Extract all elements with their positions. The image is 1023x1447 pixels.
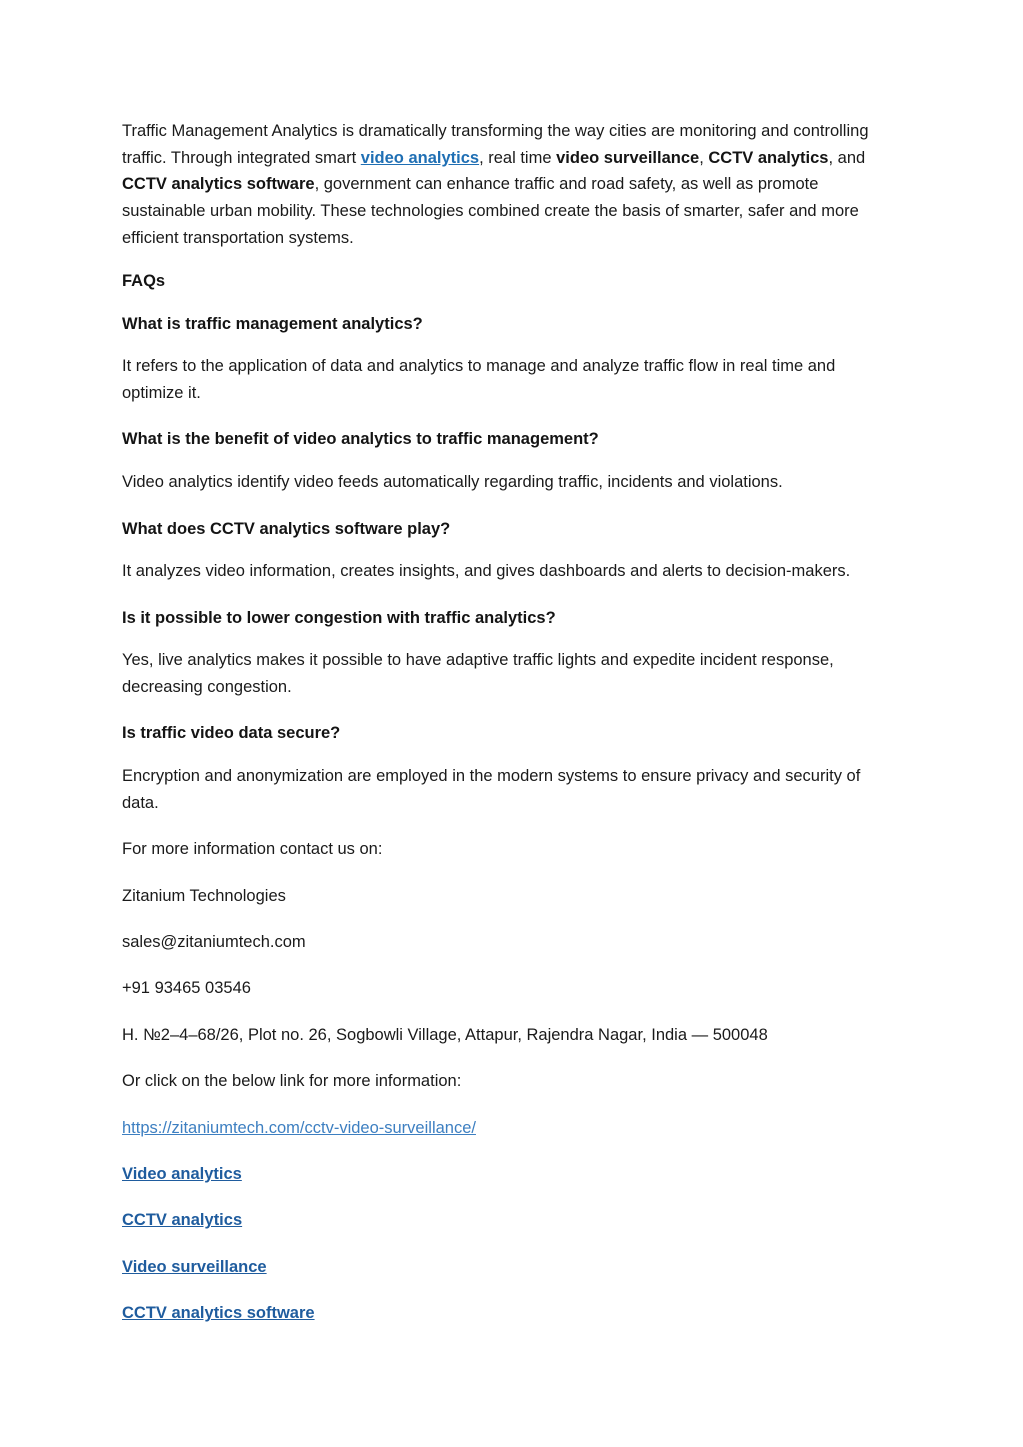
intro-bold-1: video surveillance xyxy=(556,148,700,167)
intro-bold-3: CCTV analytics software xyxy=(122,175,315,194)
link-intro: Or click on the below link for more information: xyxy=(122,1072,462,1091)
intro-text-5: , government can enhance traffic and road safety, as well as promote sustainable urban mobility. These technologies combined create the basis of smarter, safer and more efficient transportation systems. xyxy=(122,175,859,247)
contact-address: H. №2–4–68/26, Plot no. 26, Sogbowli Village, Attapur, Rajendra Nagar, India — 500048 xyxy=(122,1025,768,1044)
faq-answer-4: Yes, live analytics makes it possible to have adaptive traffic lights and expedite incident response, decreasing congestion. xyxy=(122,651,834,696)
video-analytics-inline-link[interactable]: video analytics xyxy=(360,148,480,167)
intro-paragraph xyxy=(122,118,901,252)
main-url-row xyxy=(122,1115,901,1141)
link-row-cctv-analytics-software xyxy=(122,1300,901,1326)
link-row-video-surveillance xyxy=(122,1254,901,1280)
faq-answer-5: Encryption and anonymization are employed in the modern systems to ensure privacy and security of data. xyxy=(122,766,861,812)
faqs-heading: FAQs xyxy=(122,271,166,290)
contact-phone: +91 93465 03546 xyxy=(122,979,251,998)
link-video-surveillance[interactable]: Video surveillance xyxy=(122,1257,267,1276)
faq-question-4: Is it possible to lower congestion with traffic analytics? xyxy=(122,608,556,627)
link-row-cctv-analytics xyxy=(122,1207,901,1233)
company-name: Zitanium Technologies xyxy=(122,886,286,905)
intro-text-1: Traffic Management Analytics is dramatically transforming the way cities are monitoring and controlling traffic. Through integrated smart xyxy=(122,122,869,167)
link-cctv-analytics[interactable]: CCTV analytics xyxy=(122,1211,243,1230)
intro-text-4: , and xyxy=(828,148,866,167)
faq-question-2: What is the benefit of video analytics to traffic management? xyxy=(122,430,599,449)
main-url-link[interactable]: https://zitaniumtech.com/cctv-video-surveillance/ xyxy=(122,1118,476,1137)
intro-bold-2: CCTV analytics xyxy=(708,148,829,167)
intro-text-2: , real time xyxy=(479,148,557,167)
faq-answer-2: Video analytics identify video feeds automatically regarding traffic, incidents and violations. xyxy=(122,472,783,491)
faq-question-3: What does CCTV analytics software play? xyxy=(122,519,451,538)
faq-answer-1: It refers to the application of data and analytics to manage and analyze traffic flow in real time and optimize it. xyxy=(122,356,836,402)
faq-answer-3: It analyzes video information, creates insights, and gives dashboards and alerts to decision-makers. xyxy=(122,561,851,580)
contact-intro: For more information contact us on: xyxy=(122,840,383,859)
link-row-video-analytics xyxy=(122,1161,901,1187)
contact-email: sales@zitaniumtech.com xyxy=(122,933,306,952)
faq-question-1: What is traffic management analytics? xyxy=(122,314,423,333)
document-body xyxy=(122,118,901,1327)
link-cctv-analytics-software[interactable]: CCTV analytics software xyxy=(122,1304,315,1323)
intro-text-3: , xyxy=(699,148,709,167)
faq-question-5: Is traffic video data secure? xyxy=(122,724,341,743)
link-video-analytics[interactable]: Video analytics xyxy=(122,1165,242,1184)
